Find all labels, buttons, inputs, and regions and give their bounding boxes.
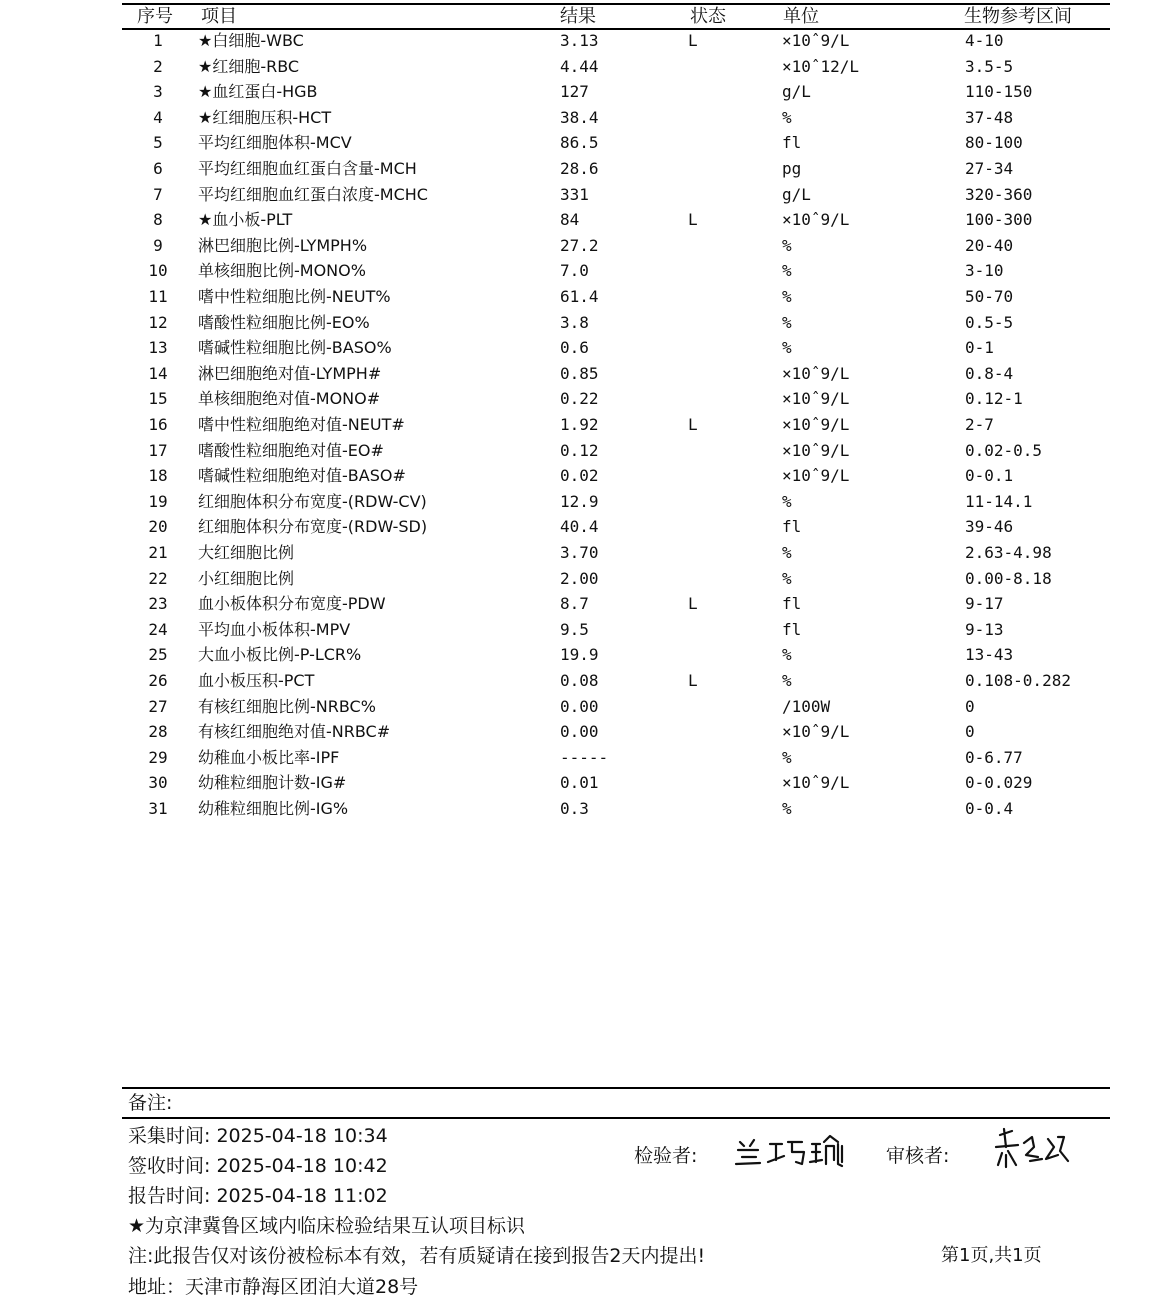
result-value: 127 [560,82,589,102]
unit: pg [782,159,802,178]
reference-range: 27-34 [965,159,1014,178]
item-name: 嗜中性粒细胞比例-NEUT% [198,287,391,306]
receive-time: 签收时间: 2025-04-18 10:42 [128,1155,388,1177]
table-row [0,643,1169,669]
unit: fl [782,517,802,537]
row-number: 1 [153,31,163,50]
row-number: 28 [148,722,168,742]
reference-range: 100-300 [965,210,1033,230]
item-name: 平均红细胞血红蛋白含量-MCH [198,159,417,178]
row-number: 23 [148,594,168,614]
item-name: 幼稚粒细胞计数-IG# [198,773,347,793]
reference-range: 20-40 [965,235,1014,255]
unit: % [782,107,792,127]
result-value: 86.5 [560,133,599,153]
result-value: 1.92 [560,415,599,434]
result-value: 40.4 [560,517,599,537]
row-number: 12 [148,312,168,332]
reference-range: 0.5-5 [965,312,1014,332]
item-name: 红细胞体积分布宽度-(RDW-CV) [198,491,427,511]
table-row [0,387,1169,413]
collect-time: 采集时间: 2025-04-18 10:34 [128,1125,388,1147]
unit: ×10ˆ9/L [782,210,850,230]
item-name: 嗜酸性粒细胞绝对值-EO# [198,440,384,460]
reference-range: 9-13 [965,619,1004,639]
row-number: 25 [148,645,168,665]
unit: % [782,287,792,306]
reviewer-label: 审核者: [886,1145,950,1167]
reference-range: 0-6.77 [965,747,1023,767]
result-value: 28.6 [560,159,599,178]
item-name: 嗜中性粒细胞绝对值-NEUT# [198,415,405,434]
table-row [0,720,1169,746]
unit: % [782,338,792,358]
row-number: 8 [153,210,163,230]
result-value: ----- [560,747,609,767]
reference-range: 39-46 [965,517,1014,537]
reference-range: 0.8-4 [965,363,1014,383]
table-row [0,29,1169,55]
status-flag: L [688,594,698,614]
item-name: 小红细胞比例 [198,568,295,588]
row-number: 20 [148,517,168,537]
table-row [0,746,1169,772]
table-row [0,413,1169,439]
item-name: 有核红细胞绝对值-NRBC# [198,722,391,742]
item-name: 嗜酸性粒细胞比例-EO% [198,312,370,332]
reference-range: 50-70 [965,287,1014,306]
header-no: 序号 [137,6,173,27]
unit: ×10ˆ9/L [782,363,850,383]
reference-range: 0-0.1 [965,466,1014,486]
item-name: 嗜碱性粒细胞绝对值-BASO# [198,466,406,486]
unit: /100W [782,696,831,716]
address: 地址：天津市静海区团泊大道28号 [128,1276,419,1298]
result-value: 3.8 [560,312,589,332]
table-row [0,567,1169,593]
reference-range: 320-360 [965,184,1033,204]
result-value: 27.2 [560,235,599,255]
item-name: 大红细胞比例 [198,543,295,562]
row-number: 13 [148,338,168,358]
unit: % [782,671,792,690]
result-value: 38.4 [560,107,599,127]
reference-range: 2.63-4.98 [965,543,1052,562]
remarks-bottom-rule [122,1117,1110,1119]
result-value: 12.9 [560,491,599,511]
item-name: 血小板体积分布宽度-PDW [198,594,386,614]
row-number: 31 [148,799,168,818]
table-row [0,592,1169,618]
remarks-top-rule [122,1087,1110,1089]
table-row [0,490,1169,516]
item-name: 平均红细胞血红蛋白浓度-MCHC [198,184,428,204]
unit: % [782,543,792,562]
result-value: 7.0 [560,261,589,281]
header-range: 生物参考区间 [964,6,1072,27]
item-name: ★红细胞压积-HCT [198,107,332,127]
table-row [0,285,1169,311]
unit: % [782,747,792,767]
result-value: 0.6 [560,338,589,358]
item-name: 淋巴细胞比例-LYMPH% [198,235,368,255]
result-value: 0.00 [560,722,599,742]
result-value: 3.13 [560,31,599,50]
unit: fl [782,133,802,153]
unit: % [782,799,792,818]
result-value: 0.85 [560,363,599,383]
table-row [0,234,1169,260]
result-value: 0.3 [560,799,589,818]
result-value: 0.02 [560,466,599,486]
result-value: 0.08 [560,671,599,690]
status-flag: L [688,31,698,50]
validity-note: 注:此报告仅对该份被检标本有效，若有质疑请在接到报告2天内提出! [128,1245,706,1267]
unit: ×10ˆ9/L [782,31,850,50]
table-row [0,464,1169,490]
row-number: 10 [148,261,168,281]
reference-range: 0-0.029 [965,773,1033,793]
row-number: 29 [148,747,168,767]
header-result: 结果 [560,6,596,27]
reference-range: 4-10 [965,31,1004,50]
reference-range: 3-10 [965,261,1004,281]
status-flag: L [688,210,698,230]
item-name: 平均血小板体积-MPV [198,619,351,639]
table-row [0,669,1169,695]
reference-range: 0.02-0.5 [965,440,1043,460]
table-row [0,618,1169,644]
result-value: 19.9 [560,645,599,665]
reference-range: 9-17 [965,594,1004,614]
table-row [0,208,1169,234]
result-value: 0.01 [560,773,599,793]
unit: % [782,235,792,255]
report-time: 报告时间: 2025-04-18 11:02 [128,1185,388,1207]
result-value: 2.00 [560,568,599,588]
table-top-rule [122,3,1110,5]
item-name: 平均红细胞体积-MCV [198,133,352,153]
row-number: 26 [148,671,168,690]
result-value: 4.44 [560,56,599,76]
row-number: 7 [153,184,163,204]
unit: ×10ˆ9/L [782,773,850,793]
unit: % [782,261,792,281]
reference-range: 0-1 [965,338,994,358]
item-name: 幼稚粒细胞比例-IG% [198,799,349,818]
item-name: ★白细胞-WBC [198,31,304,50]
row-number: 9 [153,235,163,255]
table-row [0,157,1169,183]
reference-range: 0.00-8.18 [965,568,1052,588]
item-name: 嗜碱性粒细胞比例-BASO% [198,338,392,358]
result-value: 84 [560,210,580,230]
row-number: 3 [153,82,163,102]
reference-range: 11-14.1 [965,491,1033,511]
unit: ×10ˆ9/L [782,466,850,486]
unit: g/L [782,184,811,204]
table-row [0,131,1169,157]
unit: % [782,491,792,511]
row-number: 17 [148,440,168,460]
result-value: 9.5 [560,619,589,639]
result-value: 3.70 [560,543,599,562]
unit: fl [782,619,802,639]
row-number: 18 [148,466,168,486]
unit: fl [782,594,802,614]
reference-range: 0 [965,696,975,716]
table-row [0,797,1169,823]
item-name: 淋巴细胞绝对值-LYMPH# [198,363,382,383]
row-number: 30 [148,773,168,793]
unit: ×10ˆ9/L [782,440,850,460]
item-name: ★红细胞-RBC [198,56,300,76]
table-row [0,55,1169,81]
status-flag: L [688,671,698,690]
reference-range: 0.12-1 [965,389,1023,409]
mutual-recognition-note: ★为京津冀鲁区域内临床检验结果互认项目标识 [128,1215,526,1237]
row-number: 11 [148,287,168,306]
table-row [0,695,1169,721]
unit: ×10ˆ12/L [782,56,860,76]
reference-range: 3.5-5 [965,56,1014,76]
table-row [0,771,1169,797]
result-value: 8.7 [560,594,589,614]
table-row [0,362,1169,388]
header-item: 项目 [201,6,237,27]
remarks-label: 备注: [128,1092,173,1114]
result-value: 0.22 [560,389,599,409]
reference-range: 0-0.4 [965,799,1014,818]
result-value: 61.4 [560,287,599,306]
row-number: 22 [148,568,168,588]
item-name: 有核红细胞比例-NRBC% [198,696,376,716]
result-value: 331 [560,184,589,204]
unit: ×10ˆ9/L [782,722,850,742]
row-number: 27 [148,696,168,716]
row-number: 6 [153,159,163,178]
table-row [0,515,1169,541]
row-number: 16 [148,415,168,434]
item-name: 血小板压积-PCT [198,671,315,690]
unit: g/L [782,82,811,102]
row-number: 14 [148,363,168,383]
unit: % [782,645,792,665]
row-number: 4 [153,107,163,127]
header-unit: 单位 [783,6,819,27]
header-status: 状态 [690,6,726,27]
reference-range: 2-7 [965,415,994,434]
table-row [0,311,1169,337]
result-value: 0.00 [560,696,599,716]
examiner-signature [730,1130,850,1170]
unit: % [782,568,792,588]
item-name: 红细胞体积分布宽度-(RDW-SD) [198,517,428,537]
page-info: 第1页,共1页 [941,1245,1042,1266]
row-number: 2 [153,56,163,76]
table-row [0,541,1169,567]
item-name: 大血小板比例-P-LCR% [198,645,362,665]
table-row [0,259,1169,285]
status-flag: L [688,415,698,434]
unit: ×10ˆ9/L [782,415,850,434]
reference-range: 13-43 [965,645,1014,665]
reference-range: 37-48 [965,107,1014,127]
row-number: 15 [148,389,168,409]
row-number: 21 [148,543,168,562]
reference-range: 110-150 [965,82,1033,102]
table-row [0,336,1169,362]
table-row [0,80,1169,106]
row-number: 19 [148,491,168,511]
row-number: 24 [148,619,168,639]
result-value: 0.12 [560,440,599,460]
reference-range: 0.108-0.282 [965,671,1071,690]
item-name: 单核细胞比例-MONO% [198,261,366,281]
reference-range: 0 [965,722,975,742]
examiner-label: 检验者: [634,1145,698,1167]
table-row [0,183,1169,209]
item-name: ★血红蛋白-HGB [198,82,318,102]
table-row [0,106,1169,132]
row-number: 5 [153,133,163,153]
unit: % [782,312,792,332]
item-name: 幼稚血小板比率-IPF [198,747,340,767]
item-name: ★血小板-PLT [198,210,293,230]
reviewer-signature [992,1125,1072,1171]
table-row [0,439,1169,465]
reference-range: 80-100 [965,133,1023,153]
unit: ×10ˆ9/L [782,389,850,409]
item-name: 单核细胞绝对值-MONO# [198,389,381,409]
